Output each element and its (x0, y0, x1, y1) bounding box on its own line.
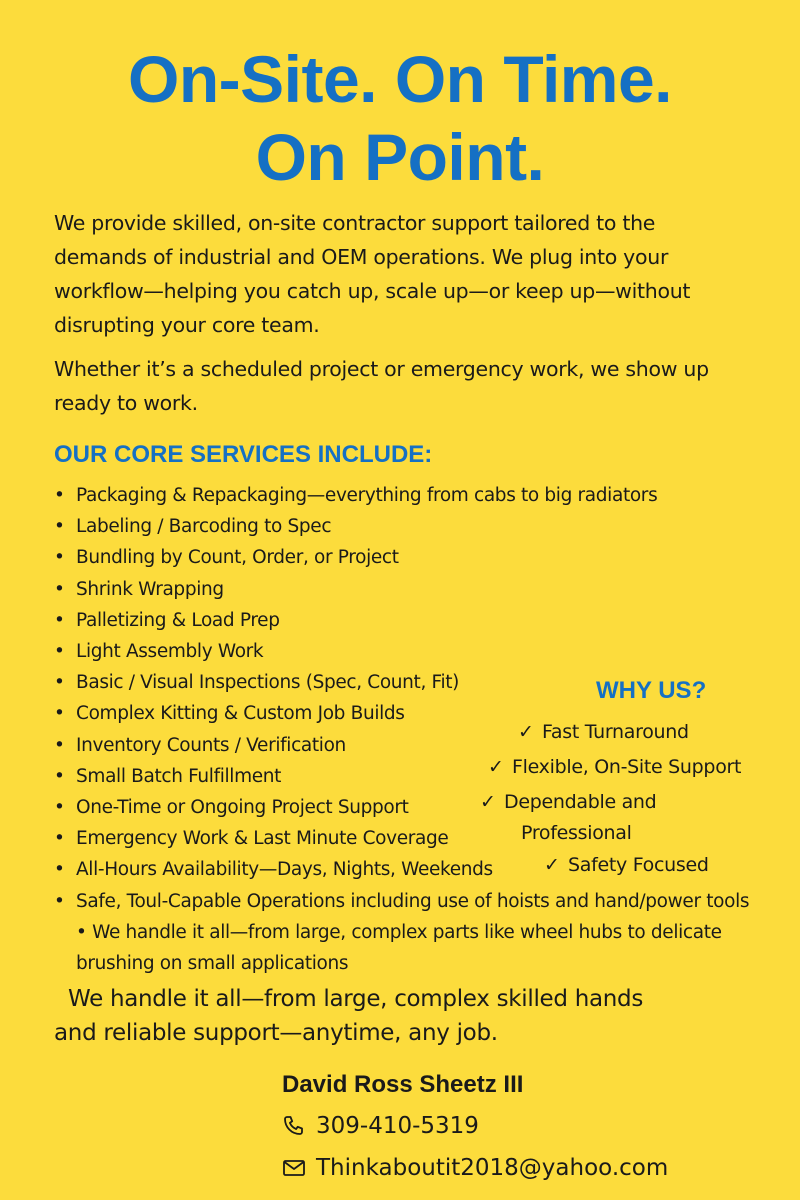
intro-text (54, 206, 754, 420)
closing-line-1: We handle it all—from large, complex skilled hands (68, 986, 644, 1012)
service-label: Safe, Toul-Capable Operations including use of hoists and hand/power tools • We handle it all—from large, complex parts like wheel hubs to delicate brushing on small applications (76, 890, 750, 975)
service-label: Bundling by Count, Order, or Project (76, 547, 399, 569)
why-item-safety (544, 851, 709, 879)
service-label: Packaging & Repackaging—everything from cabs to big radiators (76, 485, 658, 506)
why-item-label: Fast Turnaround (542, 721, 689, 743)
bullet-icon: • (54, 703, 65, 725)
intro-paragraph-1: We provide skilled, on-site contractor support tailored to the demands of industrial and OEM operations. We plug into your workflow—helping you catch up, scale up—or keep up—without disrupting your core team. (54, 211, 691, 337)
contact-name: David Ross Sheetz III (282, 1071, 524, 1098)
why-item-fast-turnaround (518, 718, 689, 746)
phone-icon (282, 1114, 306, 1138)
service-label: One-Time or Ongoing Project Support (76, 797, 409, 819)
service-label: All-Hours Availability—Days, Nights, Weekends (76, 859, 493, 881)
bullet-icon: • (54, 734, 65, 756)
list-item (54, 823, 774, 854)
service-label: Labeling / Barcoding to Spec (76, 516, 332, 538)
why-item-label: Safety Focused (568, 854, 709, 876)
service-label: Light Assembly Work (76, 641, 264, 663)
checkmark-icon: ✓ (544, 854, 560, 876)
why-item-flexible-support (488, 753, 741, 781)
why-item-professional (521, 819, 632, 847)
contact-block (282, 1068, 668, 1184)
headline (0, 40, 800, 196)
services-heading: OUR CORE SERVICES INCLUDE: (54, 441, 433, 468)
headline-line-2: On Point. (255, 120, 545, 194)
bullet-icon: • (54, 859, 65, 881)
email-row[interactable] (282, 1152, 668, 1184)
list-item (54, 636, 774, 667)
service-label: Small Batch Fulfillment (76, 765, 282, 787)
bullet-icon: • (54, 578, 65, 600)
why-us-heading: WHY US? (596, 677, 707, 704)
service-label: Complex Kitting & Custom Job Builds (76, 703, 405, 725)
bullet-icon: • (54, 828, 65, 850)
checkmark-icon: ✓ (488, 756, 504, 778)
headline-line-1: On-Site. On Time. (127, 42, 673, 116)
intro-paragraph-2: Whether it’s a scheduled project or emergency work, we show up ready to work. (54, 357, 709, 415)
phone-row[interactable] (282, 1110, 668, 1142)
bullet-icon: • (54, 609, 65, 631)
bullet-icon: • (54, 516, 65, 538)
list-item (54, 792, 774, 823)
list-item (54, 886, 754, 980)
bullet-icon: • (54, 547, 65, 569)
bullet-icon: • (54, 765, 65, 787)
bullet-icon: • (54, 797, 65, 819)
list-item (54, 605, 774, 636)
list-item (54, 511, 774, 542)
list-item (54, 574, 774, 605)
service-label: Shrink Wrapping (76, 578, 224, 600)
checkmark-icon: ✓ (518, 721, 534, 743)
list-item (54, 480, 774, 511)
phone-number[interactable]: 309-410-5319 (316, 1113, 479, 1139)
service-label: Basic / Visual Inspections (Spec, Count, Fit) (76, 672, 460, 694)
bullet-icon: • (54, 641, 65, 663)
bullet-icon: • (54, 485, 65, 506)
why-item-label: Dependable and (504, 791, 657, 813)
service-label: Emergency Work & Last Minute Coverage (76, 828, 449, 850)
bullet-icon: • (54, 672, 65, 694)
envelope-icon (282, 1158, 306, 1178)
list-item (54, 542, 774, 573)
closing-line-2: and reliable support—anytime, any job. (54, 1020, 498, 1046)
checkmark-icon: ✓ (480, 791, 496, 813)
why-item-label: Flexible, On-Site Support (512, 756, 742, 778)
why-item-label: Professional (521, 822, 632, 844)
email-address[interactable]: Thinkaboutit2018@yahoo.com (316, 1155, 669, 1181)
service-label: Inventory Counts / Verification (76, 734, 346, 756)
closing-statement (54, 982, 754, 1050)
why-item-dependable (480, 788, 656, 816)
service-label: Palletizing & Load Prep (76, 609, 280, 631)
bullet-icon: • (54, 890, 65, 912)
